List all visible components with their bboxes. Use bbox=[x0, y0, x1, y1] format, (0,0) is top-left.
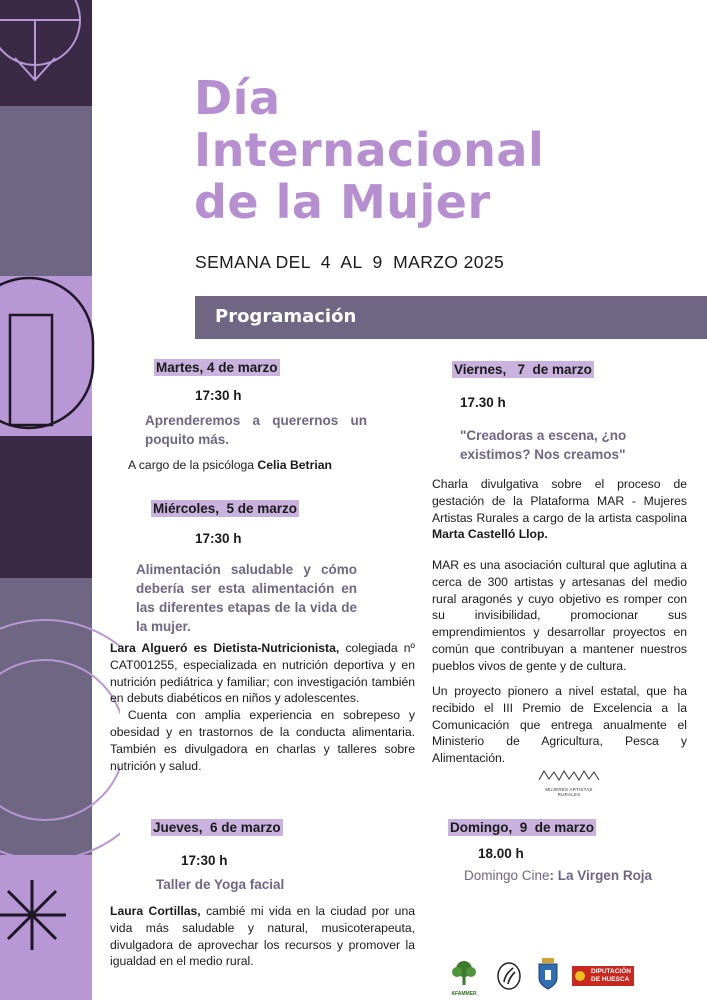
day-tuesday: Martes, 4 de marzo bbox=[156, 360, 278, 375]
diputacion-text-line-2: DE HUESCA bbox=[591, 975, 630, 983]
diputacion-logo bbox=[572, 966, 634, 986]
coat-of-arms-logo bbox=[536, 958, 560, 995]
afammer-logo bbox=[448, 960, 480, 997]
note-tuesday bbox=[128, 458, 332, 472]
bio-thursday-text: cambié mi vida en la ciudad por una vida más saludable y natural, musicoterapeuta, divulgadora de aprovechar los recursos y promover la igualdad en el medio rural. bbox=[110, 904, 415, 969]
time-friday: 17.30 h bbox=[460, 395, 506, 410]
diputacion-text bbox=[588, 966, 634, 986]
bio-wednesday-name: Lara Algueró es Dietista-Nutricionista, bbox=[110, 641, 340, 655]
time-sunday: 18.00 h bbox=[478, 846, 524, 861]
time-wednesday: 17:30 h bbox=[195, 531, 242, 546]
sunday-film bbox=[464, 868, 652, 883]
friday-paragraph-2: MAR es una asociación cultural que aglutina a cerca de 300 artistas y artesanas del medio rural aragonés y cuyo objetivo es romper con su invisibilidad, promocionar sus emprendimientos y desarrollar proyectos en común que contribuyan a mantener nuestros pueblos vivos de gente y de cultura. bbox=[432, 558, 687, 673]
note-tuesday-name: Celia Betrian bbox=[257, 458, 332, 472]
subtitle: SEMANA DEL 4 AL 9 MARZO 2025 bbox=[195, 252, 505, 272]
friday-paragraph-3: Un proyecto pionero a nivel estatal, que ha recibido el III Premio de Excelencia a la Comunicación que entrega anualmente el Ministerio de Agricultura, Pesca y Alimentación. bbox=[432, 684, 687, 766]
mar-wave-icon bbox=[538, 769, 600, 781]
day-wednesday: Miércoles, 5 de marzo bbox=[153, 501, 298, 516]
bio-thursday-name: Laura Cortillas, bbox=[110, 904, 201, 918]
mar-logo bbox=[536, 768, 602, 797]
bio-wednesday bbox=[110, 640, 419, 774]
topic-friday: "Creadoras a escena, ¿no existimos? Nos creamos" bbox=[460, 428, 627, 462]
decorative-lines-icon bbox=[0, 0, 120, 1000]
friday-paragraph-1-text: Charla divulgativa sobre el proceso de gestación de la Plataforma MAR - Mujeres Artistas Rurales a cargo de la artista caspolina bbox=[432, 477, 687, 525]
mar-logo-caption: MUJERES ARTISTAS RURALES bbox=[545, 787, 593, 797]
title-line-1: Día bbox=[194, 71, 281, 125]
day-sunday: Domingo, 9 de marzo bbox=[450, 820, 595, 835]
afammer-logo-text: AFAMMER bbox=[451, 991, 477, 997]
topic-thursday: Taller de Yoga facial bbox=[156, 877, 285, 892]
title-line-2: Internacional bbox=[194, 123, 545, 177]
topic-tuesday: Aprenderemos a querernos un poquito más. bbox=[145, 413, 367, 447]
bio-wednesday-text: colegiada nº CAT001255, especializada en nutrición deportiva y en nutrición pediátrica y familiar; con investigación también en debuts diabéticos en niños y adolescentes. bbox=[110, 641, 415, 706]
seal-logo bbox=[496, 962, 522, 995]
section-banner bbox=[195, 296, 707, 339]
sunday-film-title: : La Virgen Roja bbox=[549, 868, 653, 883]
section-title: Programación bbox=[215, 306, 357, 327]
diputacion-emblem-icon bbox=[572, 966, 588, 986]
day-friday: Viernes, 7 de marzo bbox=[454, 362, 592, 377]
diputacion-text-line-1: DIPUTACIÓN bbox=[591, 968, 631, 975]
topic-wednesday: Alimentación saludable y cómo debería ser esta alimentación en las diferentes etapas de la vida de la mujer. bbox=[136, 562, 357, 634]
tree-icon bbox=[450, 960, 478, 986]
sunday-film-label: Domingo Cine bbox=[464, 868, 550, 883]
friday-speaker-name: Marta Castelló Llop. bbox=[432, 527, 548, 542]
note-tuesday-prefix: A cargo de la psicóloga bbox=[128, 458, 258, 472]
time-tuesday: 17:30 h bbox=[195, 388, 242, 403]
page-title bbox=[194, 72, 674, 228]
time-thursday: 17:30 h bbox=[181, 853, 228, 868]
title-line-3: de la Mujer bbox=[194, 175, 491, 229]
bio-wednesday-text-2: Cuenta con amplia experiencia en sobrepeso y obesidad y en trastornos de la conducta alimentaria. También es divulgadora en charlas y talleres sobre nutrición y salud. bbox=[110, 708, 419, 773]
bio-thursday bbox=[110, 903, 415, 970]
friday-paragraph-1 bbox=[432, 476, 687, 543]
seal-icon bbox=[496, 962, 522, 990]
day-thursday: Jueves, 6 de marzo bbox=[153, 820, 281, 835]
coat-of-arms-icon bbox=[536, 958, 560, 990]
